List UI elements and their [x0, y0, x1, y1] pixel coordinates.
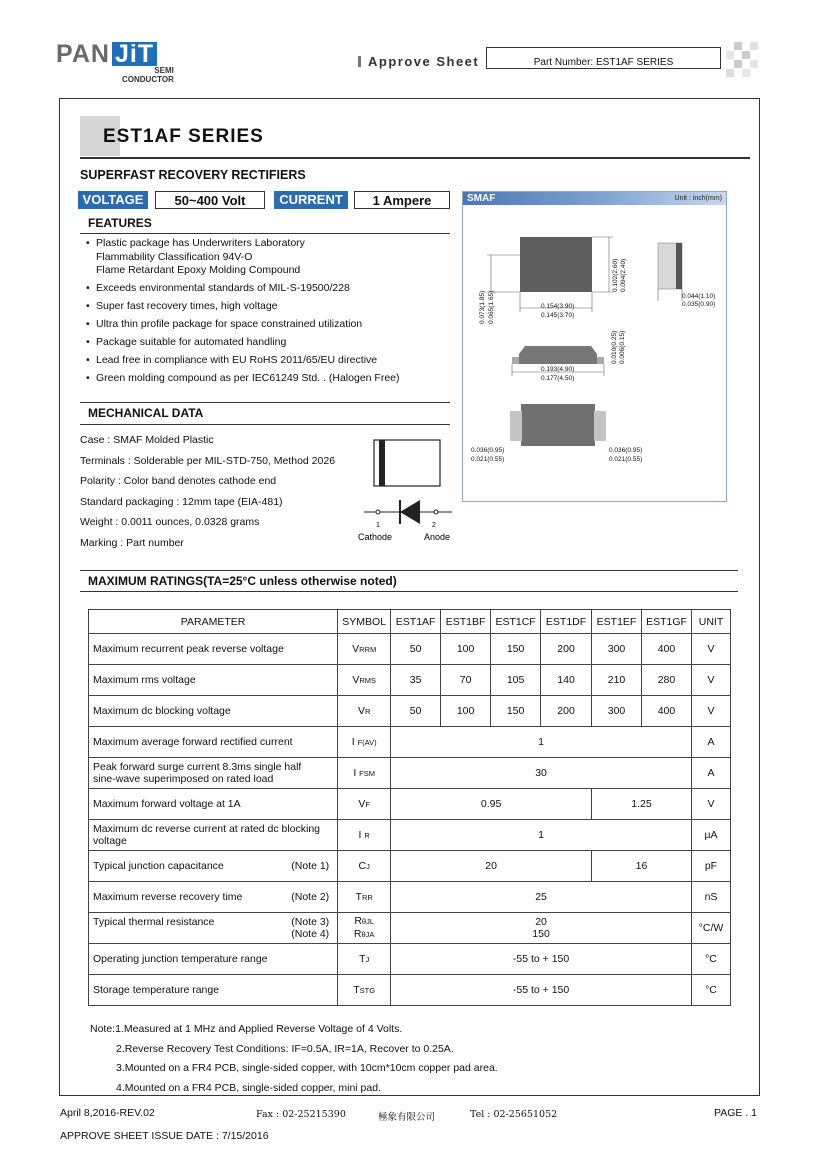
feature-item: • Lead free in compliance with EU RoHS 2011/65/EU directive — [86, 354, 400, 368]
package-unit: Unit : inch(mm) — [674, 195, 722, 202]
checker-decoration — [724, 42, 762, 78]
dim-lb: 0.177(4.50) — [541, 375, 575, 382]
value-cell: 25 — [391, 882, 692, 913]
value-cell: 50 — [391, 696, 441, 727]
ratings-table — [88, 609, 731, 1006]
table-row — [89, 634, 731, 665]
notes-block — [90, 1020, 498, 1098]
table-row — [89, 665, 731, 696]
unit-cell: nS — [691, 882, 730, 913]
package-name: SMAF — [467, 193, 496, 204]
col-header: UNIT — [691, 610, 730, 634]
table-header-row — [89, 610, 731, 634]
value-cell: 100 — [441, 634, 491, 665]
param-cell: Maximum average forward rectified current — [89, 727, 338, 758]
value-cell: 300 — [592, 696, 642, 727]
top-view-body — [520, 237, 592, 292]
col-header: EST1EF — [592, 610, 642, 634]
note-1: Note:1.Measured at 1 MHz and Applied Reverse Voltage of 4 Volts. — [90, 1023, 403, 1035]
value-cell: 35 — [391, 665, 441, 696]
ratings-heading: MAXIMUM RATINGS(TA=25°C unless otherwise noted) — [80, 570, 738, 592]
param-cell: Typical thermal resistance (Note 3) (Note 4) — [89, 913, 338, 944]
page-number: PAGE . 1 — [714, 1107, 757, 1119]
col-header: EST1BF — [441, 610, 491, 634]
value-cell: 20 — [391, 851, 592, 882]
mech-item: Case : SMAF Molded Plastic — [80, 434, 214, 446]
col-header: EST1AF — [391, 610, 441, 634]
symbol-cell: TRR — [338, 882, 391, 913]
value-cell: 30 — [391, 758, 692, 789]
dim-side-b: 0.035(0.90) — [682, 301, 716, 308]
dim-va: 0.073(1.85) — [479, 290, 486, 324]
unit-cell: pF — [691, 851, 730, 882]
cathode-label: Cathode — [358, 532, 393, 542]
logo-sub-semi: SEMI — [154, 66, 174, 75]
value-cell: 105 — [491, 665, 541, 696]
dim-tb: 0.006(0.15) — [619, 330, 626, 364]
current-tag: CURRENT — [274, 191, 348, 209]
dim-h1b: 0.094(2.40) — [620, 258, 627, 292]
unit-cell: °C/W — [691, 913, 730, 944]
symbol-cell: VR — [338, 696, 391, 727]
symbol-cell: I F(AV) — [338, 727, 391, 758]
mech-item: Standard packaging : 12mm tape (EIA-481) — [80, 495, 283, 508]
col-header: SYMBOL — [338, 610, 391, 634]
front-view-lead-left — [512, 357, 519, 364]
unit-cell: V — [691, 789, 730, 820]
logo-sub-conductor: CONDUCTOR — [122, 75, 174, 84]
param-cell: Maximum reverse recovery time (Note 2) — [89, 882, 338, 913]
features-heading: FEATURES — [88, 216, 152, 230]
dim-side-a: 0.044(1.10) — [682, 293, 716, 300]
symbol-cell: I R — [338, 820, 391, 851]
param-cell: Storage temperature range — [89, 975, 338, 1006]
voltage-value: 50~400 Volt — [155, 191, 265, 209]
logo-pan-text: PAN — [56, 40, 110, 68]
value-cell: 1.25 — [592, 789, 692, 820]
value-cell: 100 — [441, 696, 491, 727]
dim-pad-l-a: 0.036(0.95) — [471, 447, 505, 454]
dim-h1a: 0.102(2.60) — [612, 258, 619, 292]
diode-symbol — [400, 500, 420, 524]
approve-sheet-label: Approve Sheet — [358, 54, 479, 69]
unit-cell: V — [691, 634, 730, 665]
symbol-cell: VF — [338, 789, 391, 820]
table-row — [89, 851, 731, 882]
unit-cell: °C — [691, 944, 730, 975]
package-header-bar — [463, 192, 726, 205]
value-cell: 1 — [391, 727, 692, 758]
unit-cell: V — [691, 665, 730, 696]
mech-item: Weight : 0.0011 ounces, 0.0328 grams — [80, 516, 260, 529]
table-row — [89, 820, 731, 851]
value-cell: 210 — [592, 665, 642, 696]
dim-pad-r-b: 0.021(0.55) — [609, 456, 643, 463]
anode-label: Anode — [424, 532, 451, 542]
col-header: EST1CF — [491, 610, 541, 634]
symbol-cell: TSTG — [338, 975, 391, 1006]
note-3: 3.Mounted on a FR4 PCB, single-sided copper, with 10cm*10cm copper pad area. — [116, 1062, 498, 1075]
dim-w1b: 0.145(3.70) — [541, 312, 575, 319]
unit-cell: µA — [691, 820, 730, 851]
value-cell: -55 to + 150 — [391, 944, 692, 975]
note-2: 2.Reverse Recovery Test Conditions: IF=0.5A, IR=1A, Recover to 0.25A. — [116, 1042, 454, 1055]
value-cell: 280 — [642, 665, 692, 696]
voltage-tag: VOLTAGE — [78, 191, 148, 209]
fax-number: Fax : 02-25215390 — [256, 1109, 346, 1120]
dim-la: 0.193(4.90) — [541, 366, 575, 373]
revision-date: April 8,2016-REV.02 — [60, 1107, 155, 1119]
unit-cell: °C — [691, 975, 730, 1006]
param-cell: Maximum dc reverse current at rated dc blocking voltage — [89, 820, 338, 851]
dim-ta: 0.010(0.25) — [611, 330, 618, 364]
mech-item: Terminals : Solderable per MIL-STD-750, Method 2026 — [80, 454, 336, 467]
table-row — [89, 758, 731, 789]
current-value: 1 Ampere — [354, 191, 450, 209]
dim-w1a: 0.154(3.90) — [541, 303, 575, 310]
front-view-body — [519, 346, 597, 364]
panjit-logo — [56, 40, 157, 69]
unit-cell: V — [691, 696, 730, 727]
param-cell: Maximum recurrent peak reverse voltage — [89, 634, 338, 665]
part-number-box: Part Number: EST1AF SERIES — [486, 47, 721, 69]
features-rule — [80, 233, 450, 234]
product-subtitle: SUPERFAST RECOVERY RECTIFIERS — [80, 168, 306, 182]
bottom-view-body — [521, 404, 595, 446]
series-title: EST1AF SERIES — [103, 126, 264, 147]
table-row — [89, 882, 731, 913]
feature-item: • Package suitable for automated handling — [86, 336, 400, 350]
mech-list — [80, 430, 335, 554]
pin2-label: 2 — [432, 522, 436, 529]
feature-item: • Super fast recovery times, high voltage — [86, 300, 400, 314]
tel-number: Tel : 02-25651052 — [470, 1109, 558, 1120]
symbol-cell: CJ — [338, 851, 391, 882]
param-cell: Peak forward surge current 8.3ms single half sine-wave superimposed on rated load — [89, 758, 338, 789]
logo-subtitle — [122, 66, 174, 84]
unit-cell: A — [691, 727, 730, 758]
table-row — [89, 944, 731, 975]
table-row — [89, 913, 731, 944]
issue-date: APPROVE SHEET ISSUE DATE : 7/15/2016 — [60, 1130, 269, 1142]
title-rule — [80, 157, 750, 159]
dim-pad-l-b: 0.021(0.55) — [471, 456, 505, 463]
param-cell: Maximum forward voltage at 1A — [89, 789, 338, 820]
dim-vb: 0.065(1.65) — [488, 290, 495, 324]
company-name: 極象有限公司 — [378, 1112, 436, 1123]
bottom-pad-left — [510, 411, 522, 441]
feature-item: • Exceeds environmental standards of MIL-S-19500/228 — [86, 282, 400, 296]
table-row — [89, 727, 731, 758]
pin2-dot — [434, 510, 438, 514]
param-cell: Typical junction capacitance (Note 1) — [89, 851, 338, 882]
value-cell: 300 — [592, 634, 642, 665]
mech-rule — [80, 424, 450, 425]
col-header: EST1DF — [541, 610, 592, 634]
symbol-cell: VRRM — [338, 634, 391, 665]
value-cell: 150 — [491, 696, 541, 727]
symbol-cell: I FSM — [338, 758, 391, 789]
value-cell: 150 — [491, 634, 541, 665]
features-list — [86, 237, 400, 389]
value-cell: 20 150 — [391, 913, 692, 944]
param-cell: Maximum rms voltage — [89, 665, 338, 696]
polarity-diagram — [356, 436, 462, 546]
value-cell: 16 — [592, 851, 692, 882]
symbol-cell: RθJL RθJA — [338, 913, 391, 944]
value-cell: 140 — [541, 665, 592, 696]
package-dimensions-drawing — [463, 206, 726, 501]
mech-item: Marking : Part number — [80, 536, 184, 549]
col-header: EST1GF — [642, 610, 692, 634]
value-cell: 1 — [391, 820, 692, 851]
front-view-lead-right — [597, 357, 604, 364]
value-cell: 0.95 — [391, 789, 592, 820]
symbol-cell: TJ — [338, 944, 391, 975]
feature-item: • Plastic package has Underwriters Laboratory Flammability Classification 94V-O Flame Retardant Epoxy Molding Compound — [86, 237, 400, 278]
symbol-cell: VRMS — [338, 665, 391, 696]
mech-heading: MECHANICAL DATA — [88, 406, 204, 420]
col-header: PARAMETER — [89, 610, 338, 634]
bottom-pad-right — [594, 411, 606, 441]
cathode-band — [379, 440, 385, 486]
table-row — [89, 975, 731, 1006]
dim-pad-r-a: 0.036(0.95) — [609, 447, 643, 454]
feature-item: • Green molding compound as per IEC61249 Std. . (Halogen Free) — [86, 372, 400, 386]
side-view-lead — [676, 243, 682, 289]
pin1-dot — [376, 510, 380, 514]
param-cell: Maximum dc blocking voltage — [89, 696, 338, 727]
value-cell: 50 — [391, 634, 441, 665]
param-cell: Operating junction temperature range — [89, 944, 338, 975]
value-cell: 70 — [441, 665, 491, 696]
table-row — [89, 789, 731, 820]
feature-item: • Ultra thin profile package for space constrained utilization — [86, 318, 400, 332]
value-cell: 200 — [541, 634, 592, 665]
note-4: 4.Mounted on a FR4 PCB, single-sided copper, mini pad. — [116, 1081, 381, 1094]
table-row — [89, 696, 731, 727]
value-cell: -55 to + 150 — [391, 975, 692, 1006]
value-cell: 200 — [541, 696, 592, 727]
logo-jit-text: JiT — [112, 42, 157, 66]
mech-item: Polarity : Color band denotes cathode end — [80, 475, 277, 488]
value-cell: 400 — [642, 634, 692, 665]
unit-cell: A — [691, 758, 730, 789]
value-cell: 400 — [642, 696, 692, 727]
mech-top-rule — [80, 402, 450, 403]
pin1-label: 1 — [376, 522, 380, 529]
